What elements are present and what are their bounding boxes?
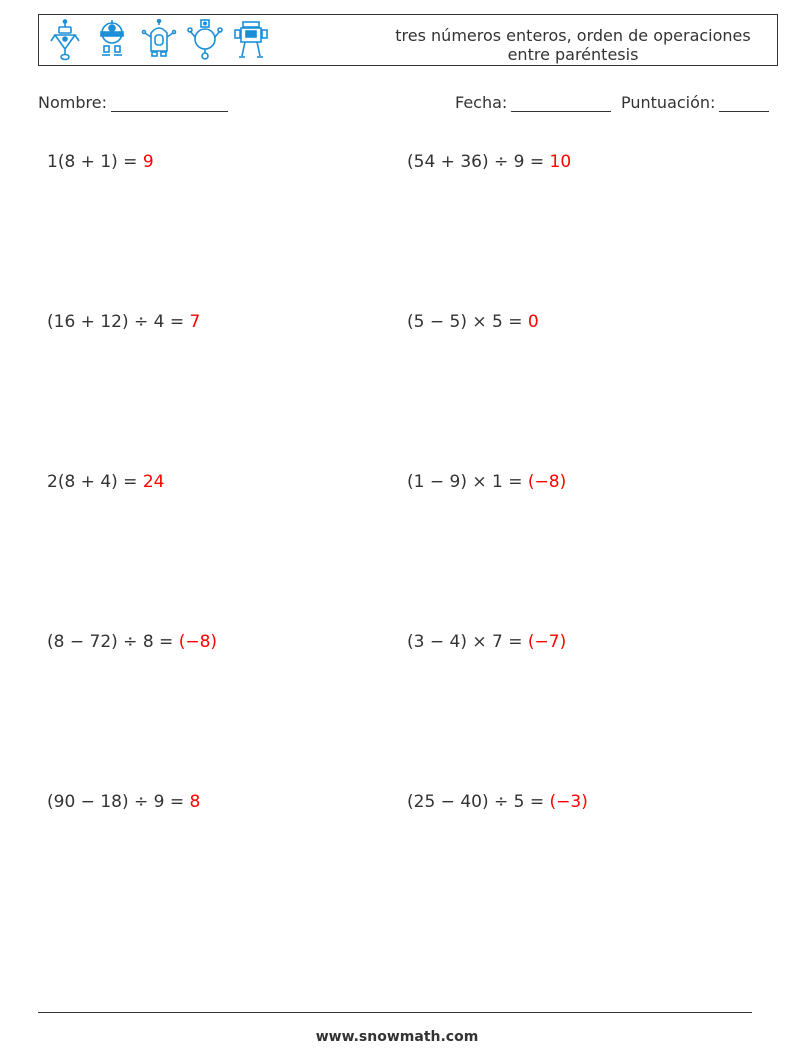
problem-expression: (16 + 12) ÷ 4 = (47, 312, 190, 332)
date-field (455, 93, 611, 112)
problem-1 (47, 152, 154, 172)
problem-answer: 8 (189, 792, 201, 812)
problem-9 (47, 792, 200, 812)
problem-answer: (−8) (178, 632, 218, 652)
problem-expression: (5 − 5) × 5 = (407, 312, 528, 332)
problem-3 (47, 312, 200, 332)
date-blank[interactable] (511, 95, 611, 112)
problem-answer: 24 (142, 472, 165, 492)
robot-5-icon (233, 19, 273, 63)
robot-icons (49, 19, 273, 63)
name-blank[interactable] (111, 95, 228, 112)
footer-divider (38, 1012, 752, 1013)
problem-expression: (54 + 36) ÷ 9 = (407, 152, 550, 172)
problem-expression: (25 − 40) ÷ 5 = (407, 792, 550, 812)
problem-6 (407, 472, 566, 492)
score-label: Puntuación: (621, 93, 716, 112)
problem-expression: (3 − 4) × 7 = (407, 632, 528, 652)
robot-3-icon (141, 19, 181, 63)
problem-5 (47, 472, 164, 492)
title-line-1: tres números enteros, orden de operaciones (395, 26, 751, 45)
problem-7 (47, 632, 217, 652)
robot-2-icon (95, 19, 135, 63)
problem-expression: 1(8 + 1) = (47, 152, 143, 172)
problem-10 (407, 792, 588, 812)
problem-expression: (1 − 9) × 1 = (407, 472, 528, 492)
robot-1-icon (49, 19, 89, 63)
problem-4 (407, 312, 539, 332)
problem-expression: (90 − 18) ÷ 9 = (47, 792, 190, 812)
name-field (38, 93, 228, 112)
score-field (621, 93, 769, 112)
problem-answer: 10 (549, 152, 572, 172)
date-label: Fecha: (455, 93, 508, 112)
problem-answer: 0 (527, 312, 539, 332)
worksheet-header (38, 14, 778, 66)
title-line-2: entre paréntesis (507, 45, 639, 64)
problem-answer: (−7) (527, 632, 567, 652)
problem-answer: (−8) (527, 472, 567, 492)
problem-2 (407, 152, 571, 172)
score-blank[interactable] (719, 95, 769, 112)
problem-expression: (8 − 72) ÷ 8 = (47, 632, 179, 652)
problem-answer: (−3) (549, 792, 588, 812)
worksheet-title (383, 26, 763, 64)
name-label: Nombre: (38, 93, 107, 112)
problem-answer: 7 (189, 312, 201, 332)
problem-answer: 9 (142, 152, 154, 172)
problem-expression: 2(8 + 4) = (47, 472, 143, 492)
footer-url[interactable]: www.snowmath.com (315, 1029, 479, 1045)
robot-4-icon (187, 19, 227, 63)
problem-8 (407, 632, 566, 652)
